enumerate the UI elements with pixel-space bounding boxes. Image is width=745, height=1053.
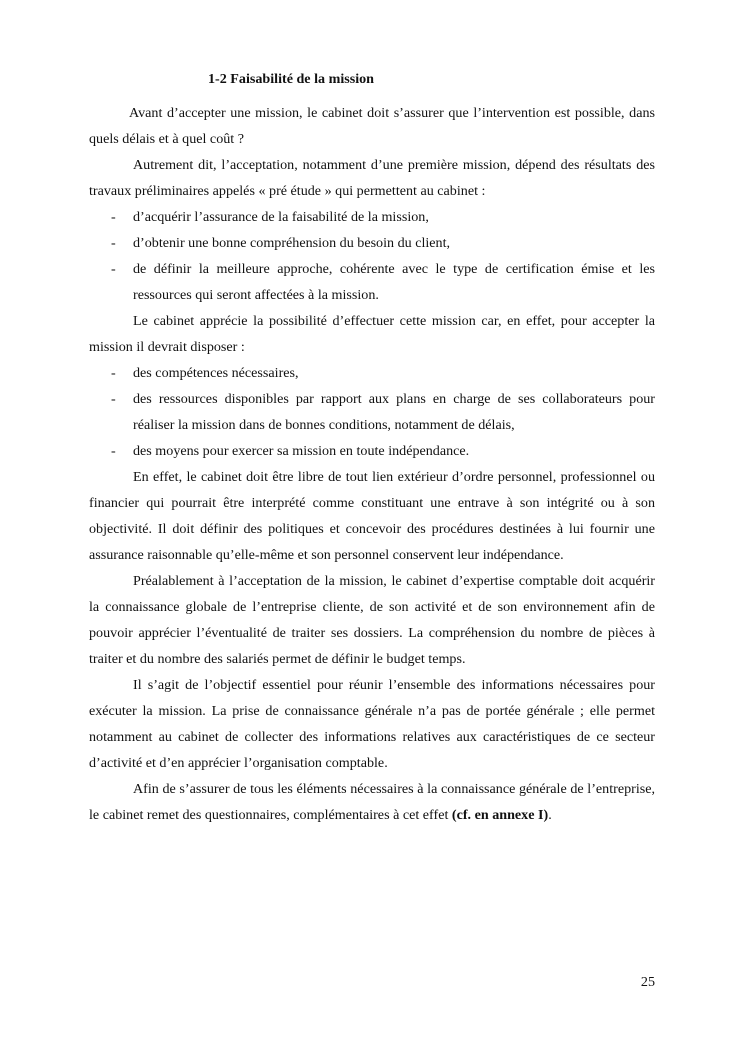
- list-item-text: d’obtenir une bonne compréhension du besoin du client,: [133, 235, 451, 251]
- bullet-dash: -: [111, 443, 116, 459]
- list-item-text: des moyens pour exercer sa mission en toute indépendance.: [133, 443, 470, 459]
- paragraph-questionnaires: [89, 776, 655, 828]
- list-item: [89, 386, 655, 438]
- paragraph-disposer: Le cabinet apprécie la possibilité d’effectuer cette mission car, en effet, pour accepter la mission il devrait disposer :: [89, 313, 655, 355]
- list-item: [89, 230, 655, 256]
- paragraph-objective: Il s’agit de l’objectif essentiel pour réunir l’ensemble des informations nécessaires pour exécuter la mission. La prise de connaissance générale n’a pas de portée générale ; elle permet notamment au cabinet de collecter des informations relatives aux caractéristiques de ce secteur d’activité et d’en apprécier l’organisation comptable.: [89, 677, 655, 771]
- bullet-dash: -: [111, 261, 116, 277]
- list-item: [89, 360, 655, 386]
- bullet-dash: -: [111, 391, 116, 407]
- list-item-text: des ressources disponibles par rapport aux plans en charge de ses collaborateurs pour réaliser la mission dans de bonnes conditions, notamment de délais,: [133, 391, 655, 433]
- section-title: 1-2 Faisabilité de la mission: [208, 71, 375, 87]
- list-item: [89, 204, 655, 230]
- paragraph-intro: Avant d’accepter une mission, le cabinet doit s’assurer que l’intervention est possible, dans quels délais et à quel coût ?: [89, 105, 655, 147]
- list-item: [89, 438, 655, 464]
- paragraph-independence: En effet, le cabinet doit être libre de tout lien extérieur d’ordre personnel, professionnel ou financier qui pourrait être interprété comme constituant une entrave à son intégrité ou à son objectivité. Il doit définir des politiques et concevoir des procédures destinées à lui fournir une assurance raisonnable qu’elle-même et son personnel conservent leur indépendance.: [89, 469, 655, 563]
- list-item-text: de définir la meilleure approche, cohérente avec le type de certification émise et les ressources qui seront affectées à la mission.: [133, 261, 655, 303]
- list-item-text: des compétences nécessaires,: [133, 365, 299, 381]
- paragraph-pre-etude: Autrement dit, l’acceptation, notamment d’une première mission, dépend des résultats des travaux préliminaires appelés « pré étude » qui permettent au cabinet :: [89, 157, 655, 199]
- list-requirements: [89, 360, 655, 464]
- paragraph-knowledge: Préalablement à l’acceptation de la mission, le cabinet d’expertise comptable doit acquérir la connaissance globale de l’entreprise cliente, de son activité et de son environnement afin de pouvoir apprécier l’éventualité de traiter ses dossiers. La compréhension du nombre de pièces à traiter et du nombre des salariés permet de définir le budget temps.: [89, 573, 655, 667]
- list-item: [89, 256, 655, 308]
- list-item-text: d’acquérir l’assurance de la faisabilité de la mission,: [133, 209, 429, 225]
- paragraph-text: Afin de s’assurer de tous les éléments nécessaires à la connaissance générale de l’entreprise, le cabinet remet des questionnaires, complémentaires à cet effet: [89, 781, 655, 823]
- paragraph-end: .: [548, 807, 552, 823]
- bullet-dash: -: [111, 365, 116, 381]
- list-pre-etude-goals: [89, 204, 655, 308]
- bullet-dash: -: [111, 235, 116, 251]
- annex-reference: (cf. en annexe I): [451, 807, 549, 823]
- bullet-dash: -: [111, 209, 116, 225]
- document-page: [89, 66, 655, 828]
- page-number: 25: [640, 974, 655, 990]
